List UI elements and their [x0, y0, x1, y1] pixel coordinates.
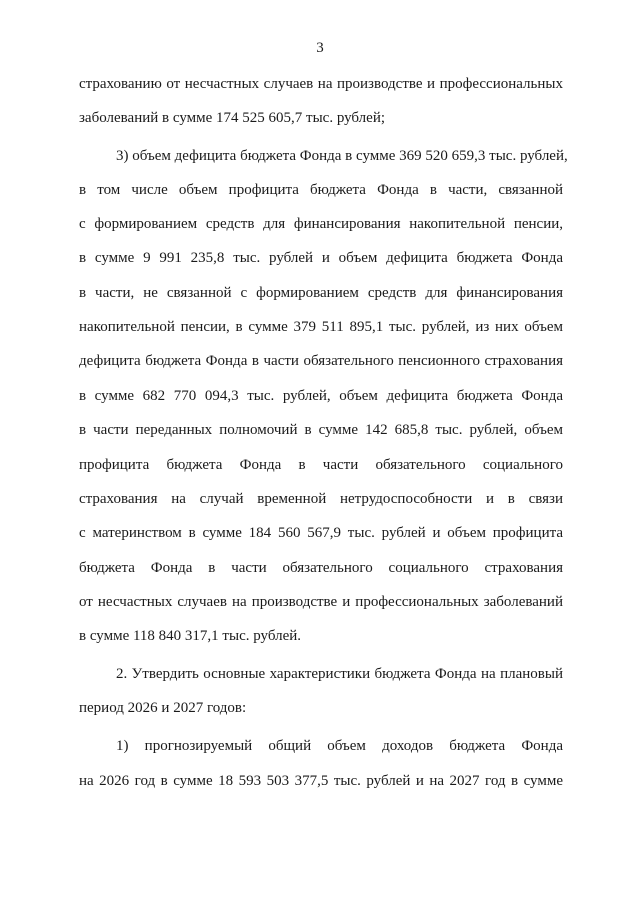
text-line: на 2026 год в сумме 18 593 503 377,5 тыс. рублей и на 2027 год в сумме — [79, 773, 563, 789]
text-line: 2. Утвердить основные характеристики бюджета Фонда на плановый — [116, 666, 563, 682]
text-line: период 2026 и 2027 годов: — [79, 700, 247, 716]
text-line: заболеваний в сумме 174 525 605,7 тыс. рублей; — [79, 110, 386, 126]
text-line: с формированием средств для финансирования накопительной пенсии, — [79, 216, 563, 232]
text-line: в том числе объем профицита бюджета Фонда в части, связанной — [79, 182, 563, 198]
text-line: накопительной пенсии, в сумме 379 511 895,1 тыс. рублей, из них объем — [79, 319, 563, 335]
text-line: бюджета Фонда в части обязательного социального страхования — [79, 560, 563, 576]
text-line: 3) объем дефицита бюджета Фонда в сумме 369 520 659,3 тыс. рублей, — [116, 148, 568, 164]
text-line: в части переданных полномочий в сумме 142 685,8 тыс. рублей, объем — [79, 422, 563, 438]
text-line: страхования на случай временной нетрудоспособности и в связи — [79, 491, 563, 507]
page-number: 3 — [316, 40, 324, 56]
text-line: в сумме 682 770 094,3 тыс. рублей, объем дефицита бюджета Фонда — [79, 388, 563, 404]
text-line: дефицита бюджета Фонда в части обязательного пенсионного страхования — [79, 353, 563, 369]
text-line: профицита бюджета Фонда в части обязательного социального — [79, 457, 563, 473]
text-line: в сумме 118 840 317,1 тыс. рублей. — [79, 628, 302, 644]
text-line: с материнством в сумме 184 560 567,9 тыс. рублей и объем профицита — [79, 525, 563, 541]
text-line: в сумме 9 991 235,8 тыс. рублей и объем дефицита бюджета Фонда — [79, 250, 563, 266]
text-line: в части, не связанной с формированием средств для финансирования — [79, 285, 563, 301]
text-line: 1) прогнозируемый общий объем доходов бюджета Фонда — [116, 738, 563, 754]
text-line: страхованию от несчастных случаев на производстве и профессиональных — [79, 76, 563, 92]
text-line: от несчастных случаев на производстве и профессиональных заболеваний — [79, 594, 563, 610]
